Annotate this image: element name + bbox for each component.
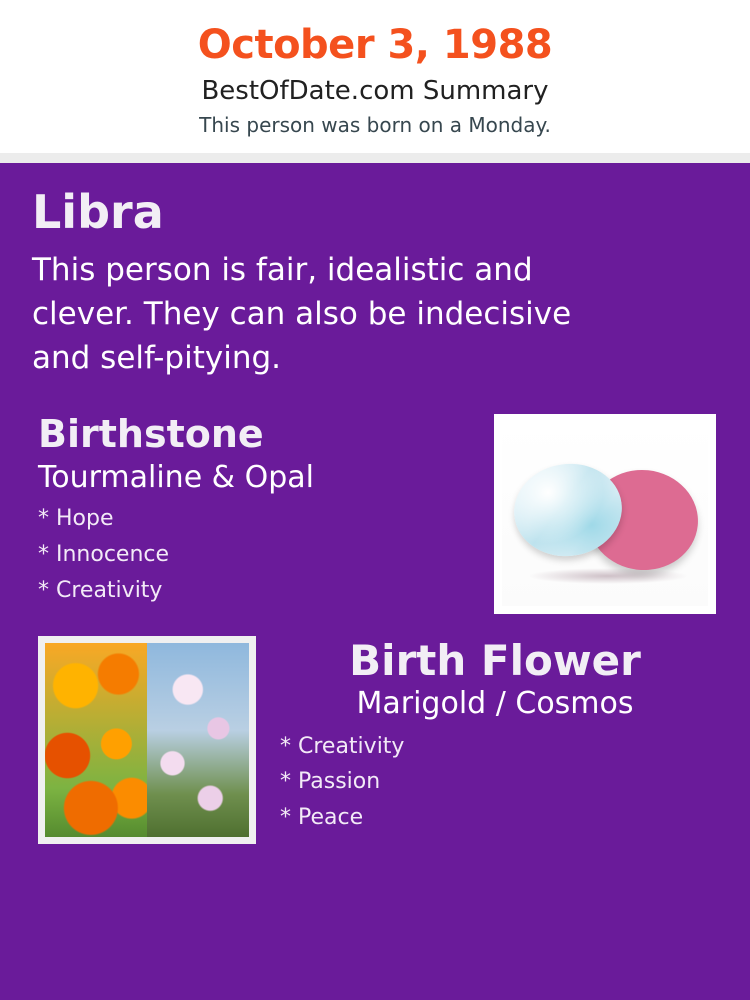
birthstone-names: Tourmaline & Opal <box>38 459 314 495</box>
birth-flower-image <box>45 643 249 837</box>
birthstone-trait: * Creativity <box>38 578 163 604</box>
birthstone-trait: * Hope <box>38 505 114 531</box>
birth-flower-traits <box>272 734 718 831</box>
cosmos-photo <box>147 643 249 837</box>
birth-flower-text <box>272 636 718 831</box>
marigold-photo <box>45 643 147 837</box>
birthstone-image-frame <box>494 414 716 614</box>
birth-day-note: This person was born on a Monday. <box>199 113 551 138</box>
header-divider <box>0 153 750 163</box>
content-panel <box>0 163 750 1000</box>
page-title: October 3, 1988 <box>197 22 553 68</box>
birth-flower-section <box>32 636 718 844</box>
header <box>0 0 750 153</box>
zodiac-description: This person is fair, idealistic and clever. They can also be indecisive and self-pitying. <box>32 251 572 376</box>
birth-flower-trait: * Creativity <box>280 733 405 759</box>
birthstone-heading: Birthstone <box>38 411 264 456</box>
birthstone-image <box>502 422 708 606</box>
gem-shadow <box>528 568 688 584</box>
site-name: BestOfDate.com Summary <box>201 76 549 106</box>
birth-flower-heading: Birth Flower <box>349 635 641 685</box>
birth-flower-names: Marigold / Cosmos <box>356 685 634 721</box>
birthstone-text <box>32 411 484 605</box>
birth-flower-image-frame <box>38 636 256 844</box>
birth-flower-trait: * Passion <box>280 769 381 795</box>
birth-flower-trait: * Peace <box>280 804 364 830</box>
birthstone-trait: * Innocence <box>38 541 170 567</box>
zodiac-sign: Libra <box>32 185 164 240</box>
birthstone-section <box>32 411 718 614</box>
